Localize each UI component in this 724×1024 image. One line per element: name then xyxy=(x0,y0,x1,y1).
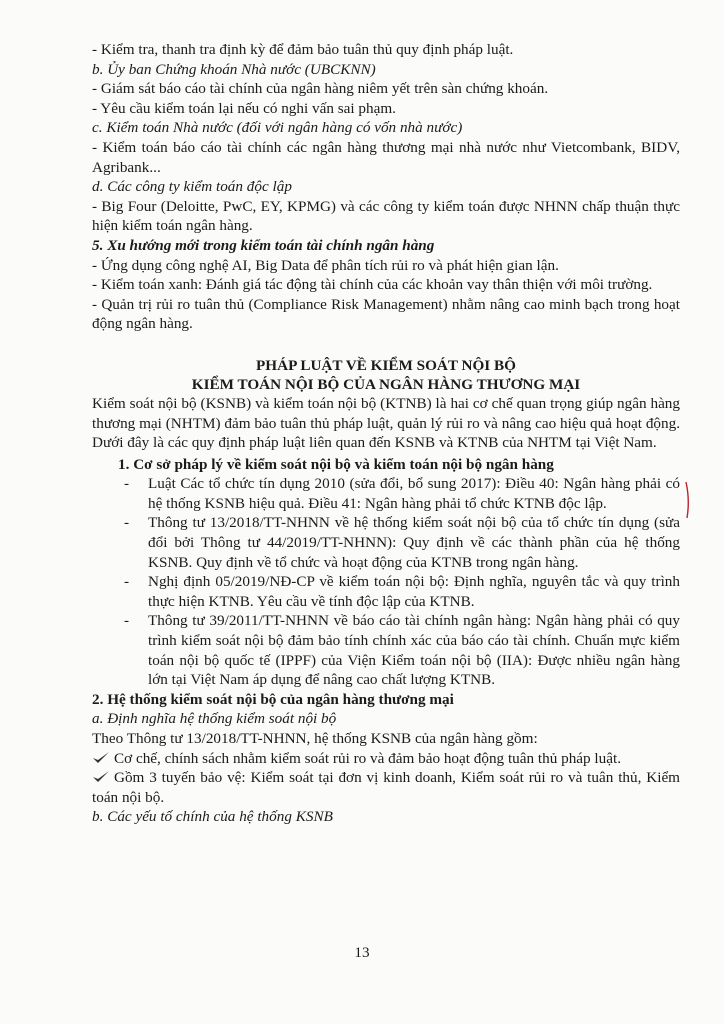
line-7: - Big Four (Deloitte, PwC, EY, KPMG) và các công ty kiểm toán được NHNN chấp thuận thực hiện kiểm toán ngân hàng. xyxy=(92,197,680,235)
section5-heading: 5. Xu hướng mới trong kiểm toán tài chính ngân hàng xyxy=(92,236,435,254)
section2-heading: 2. Hệ thống kiểm soát nội bộ của ngân hàng thương mại xyxy=(92,690,454,708)
chapter-title xyxy=(92,356,680,394)
top-section xyxy=(92,40,680,334)
line-11: - Quản trị rủi ro tuân thủ (Compliance Risk Management) nhằm nâng cao minh bạch trong hoạt động ngân hàng. xyxy=(92,295,680,333)
line-6: d. Các công ty kiểm toán độc lập xyxy=(92,178,292,196)
line-0: - Kiểm tra, thanh tra định kỳ để đảm bảo tuân thủ quy định pháp luật. xyxy=(92,41,514,58)
section1-heading: 1. Cơ sở pháp lý về kiểm soát nội bộ và kiểm toán nội bộ ngân hàng xyxy=(118,455,554,473)
section2-lead: Theo Thông tư 13/2018/TT-NHNN, hệ thống KSNB của ngân hàng gồm: xyxy=(92,730,538,747)
line-2: - Giám sát báo cáo tài chính của ngân hàng niêm yết trên sàn chứng khoán. xyxy=(92,80,549,98)
page-number: 13 xyxy=(354,944,370,961)
checkmark-icon xyxy=(92,770,110,784)
check-item xyxy=(92,768,680,807)
list-item: - Thông tư 13/2018/TT-NHNN về hệ thống kiểm soát nội bộ của tổ chức tín dụng (sửa đổi bởi Thông tư 44/2019/TT-NHNN): Quy định về các thành phần của hệ thống KSNB. Quy định về tổ chức và hoạt động của KTNB trong ngân hàng. xyxy=(148,513,680,572)
list-item: - Luật Các tổ chức tín dụng 2010 (sửa đổi, bổ sung 2017): Điều 40: Ngân hàng phải có hệ thống KSNB hiệu quả. Điều 41: Ngân hàng phải tổ chức KTNB độc lập. xyxy=(148,474,680,513)
section2-sub-a: a. Định nghĩa hệ thống kiểm soát nội bộ xyxy=(92,710,337,728)
section1-list xyxy=(92,474,680,690)
check-item xyxy=(92,749,680,769)
chapter-title-line2: KIỂM TOÁN NỘI BỘ CỦA NGÂN HÀNG THƯƠNG MẠI xyxy=(191,375,581,393)
check-item-text: Cơ chế, chính sách nhằm kiểm soát rủi ro và đảm bảo hoạt động tuân thủ pháp luật. xyxy=(114,749,621,767)
list-item: - Thông tư 39/2011/TT-NHNN về báo cáo tài chính ngân hàng: Ngân hàng phải có quy trình kiểm soát nội bộ đảm bảo tính chính xác của báo cáo tài chính. Chuẩn mực kiểm toán nội bộ quốc tế (IPPF) của Viện Kiểm toán nội bộ (IIA): Được nhiều ngân hàng lớn tại Việt Nam áp dụng để nâng cao chất lượng KTNB. xyxy=(148,611,680,689)
list-item: - Nghị định 05/2019/NĐ-CP về kiểm toán nội bộ: Định nghĩa, nguyên tắc và quy trình thực hiện KTNB. Yêu cầu về tính độc lập của KTNB. xyxy=(148,572,680,611)
document-page xyxy=(92,40,680,827)
pen-mark-icon xyxy=(684,480,692,520)
line-9: - Ứng dụng công nghệ AI, Big Data để phân tích rủi ro và phát hiện gian lận. xyxy=(92,256,559,274)
section2-sub-b: b. Các yếu tố chính của hệ thống KSNB xyxy=(92,808,333,826)
line-1: b. Ủy ban Chứng khoán Nhà nước (UBCKNN) xyxy=(92,60,376,78)
line-5: - Kiểm toán báo cáo tài chính các ngân hàng thương mại nhà nước như Vietcombank, BIDV, Agribank... xyxy=(92,138,680,176)
line-10: - Kiểm toán xanh: Đánh giá tác động tài chính của các khoản vay thân thiện với môi trường. xyxy=(92,276,653,294)
checkmark-icon xyxy=(92,751,110,765)
line-3: - Yêu cầu kiểm toán lại nếu có nghi vấn sai phạm. xyxy=(92,99,396,117)
intro-paragraph: Kiểm soát nội bộ (KSNB) và kiểm toán nội bộ (KTNB) là hai cơ chế quan trọng giúp ngân hàng thương mại (NHTM) đảm bảo tuân thủ pháp luật, quản lý rủi ro và nâng cao hiệu quả hoạt động. Dưới đây là các quy định pháp luật liên quan đến KSNB và KTNB của NHTM tại Việt Nam. xyxy=(92,394,680,452)
check-item-text: Gồm 3 tuyến bảo vệ: Kiểm soát tại đơn vị kinh doanh, Kiểm soát rủi ro và tuân thủ, Kiểm toán nội bộ. xyxy=(92,769,680,806)
chapter-title-line1: PHÁP LUẬT VỀ KIỂM SOÁT NỘI BỘ xyxy=(256,356,516,374)
line-4: c. Kiểm toán Nhà nước (đối với ngân hàng có vốn nhà nước) xyxy=(92,119,463,137)
